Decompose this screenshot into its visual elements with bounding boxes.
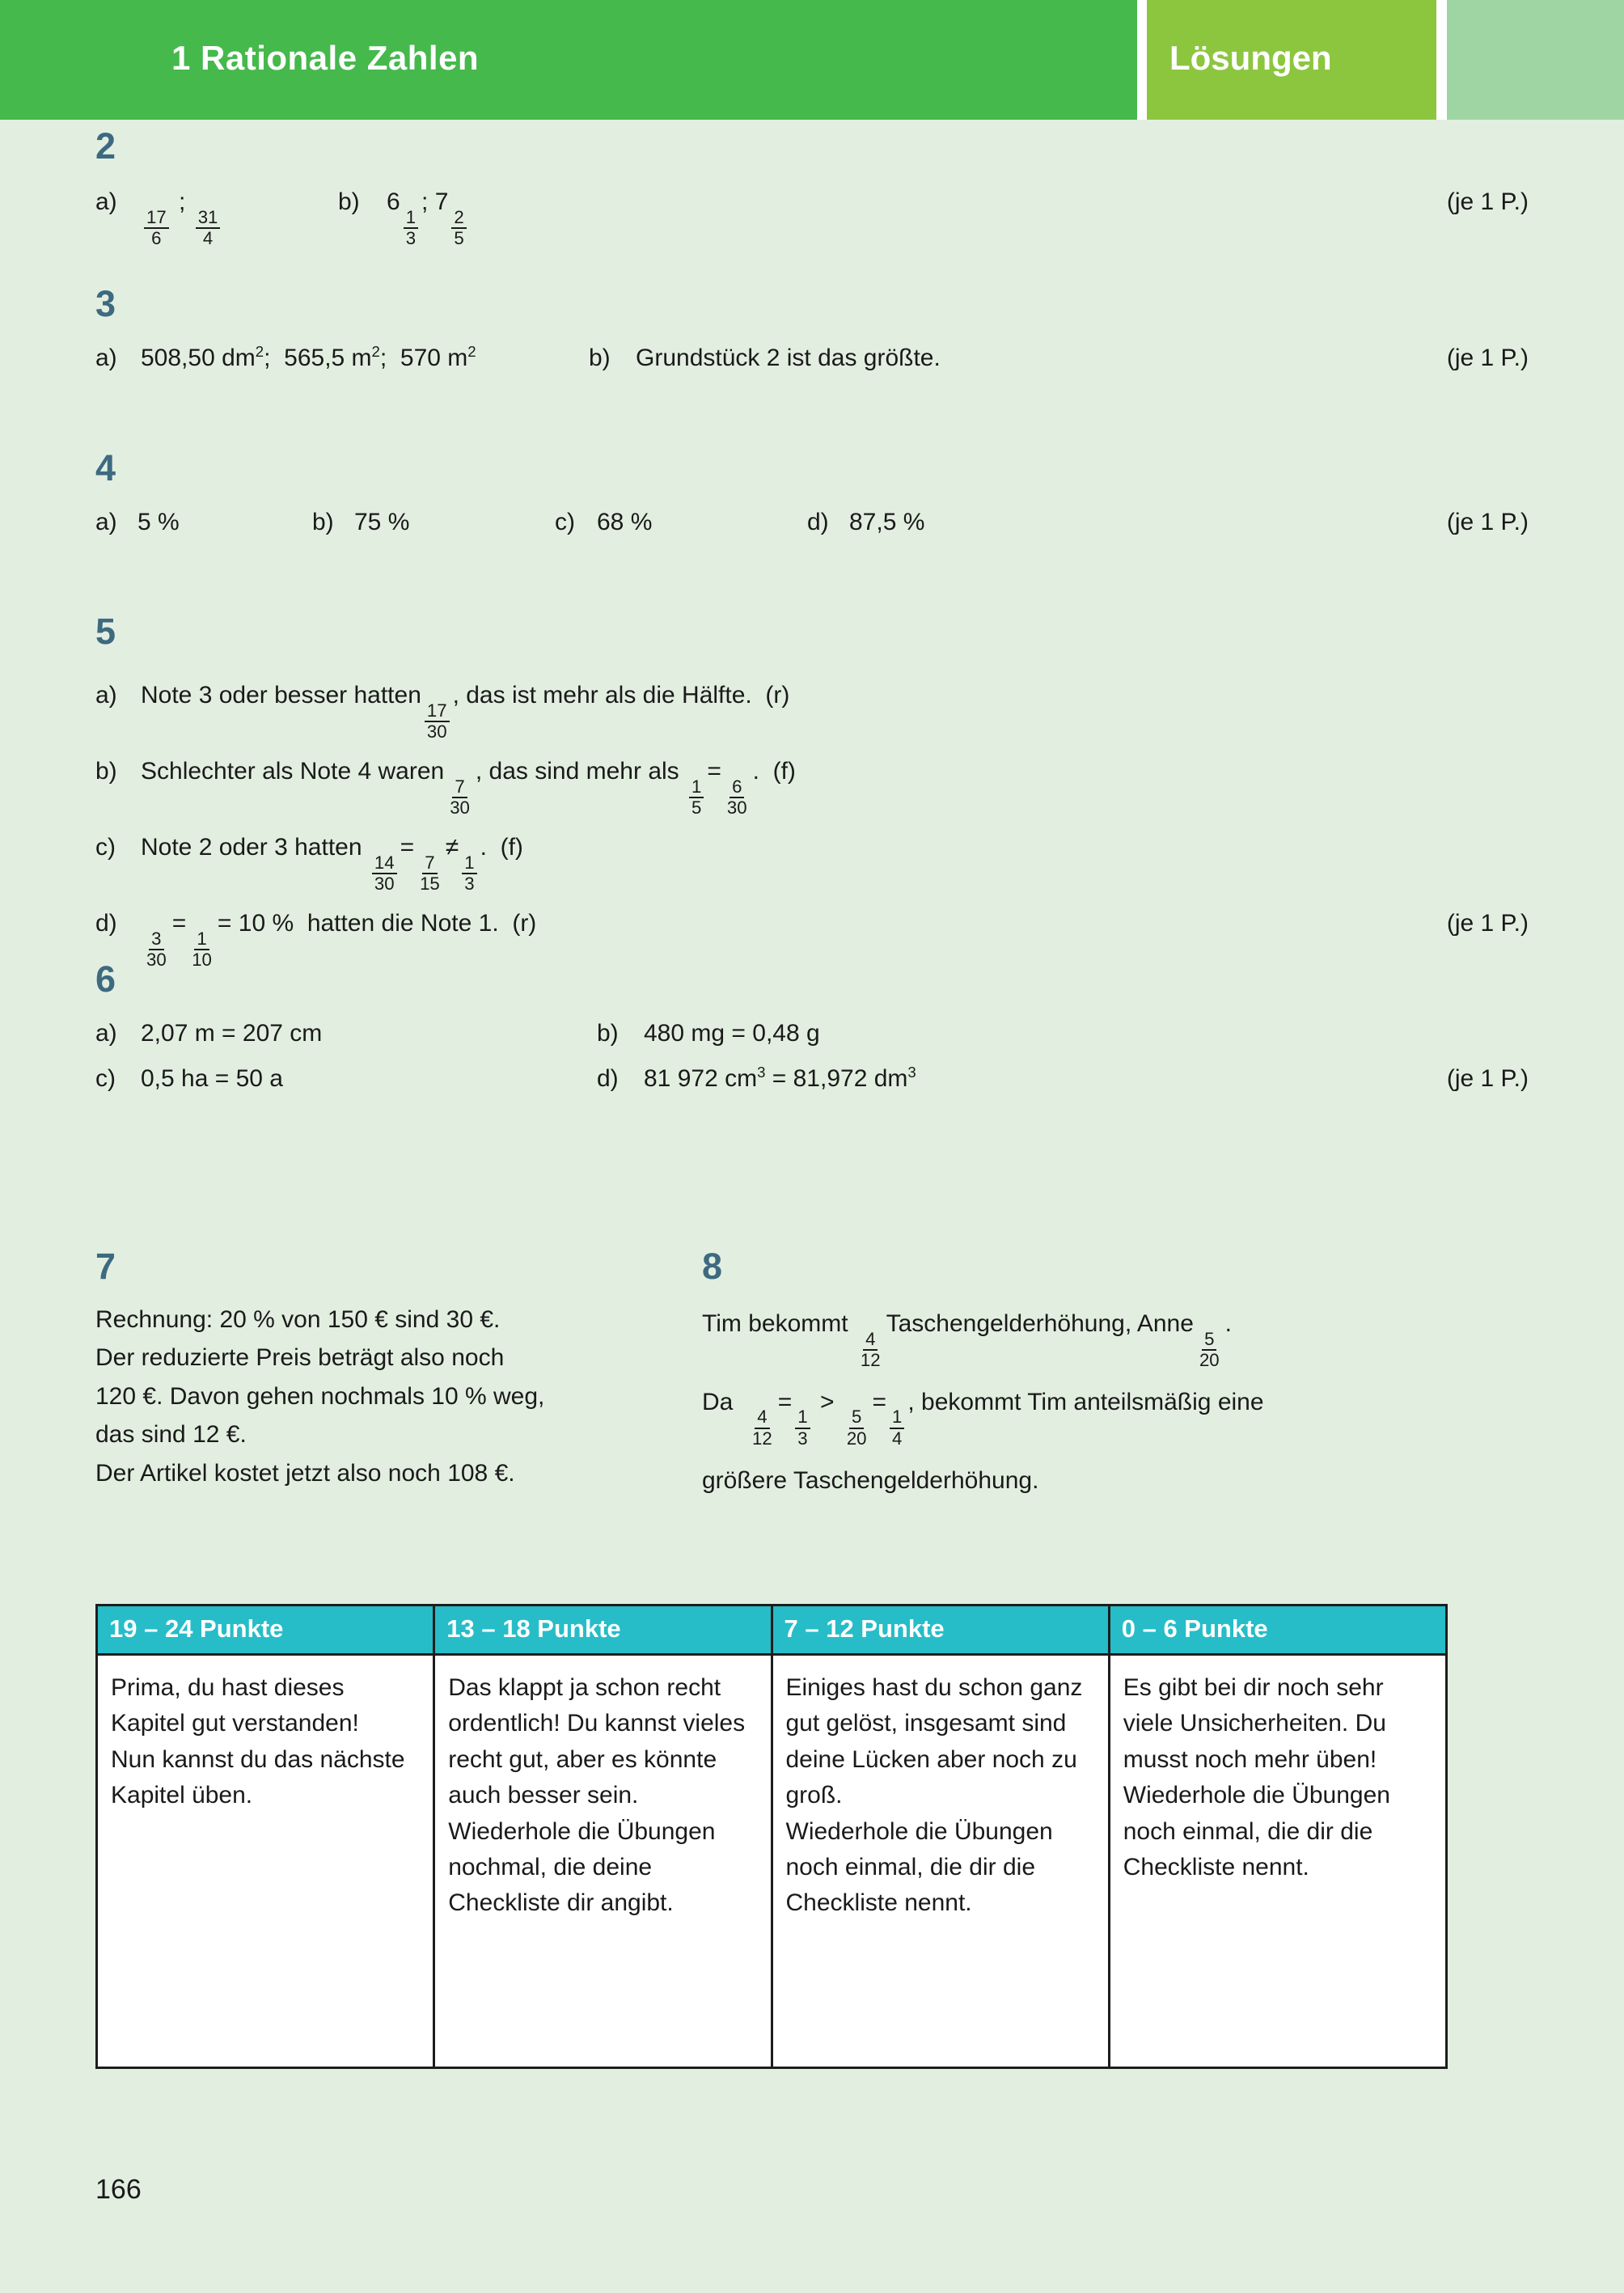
part-label-a: a) (95, 188, 117, 215)
ratings-cell-13-18: Das klappt ja schon recht ordentlich! Du kannst vieles recht gut, aber es könnte auch besser sein. Wiederhole die Übungen nochmal, die deine Checkliste dir angibt. (434, 1655, 772, 2068)
exercise-6-points: (je 1 P.) (1446, 1065, 1529, 1092)
ratings-cell-0-6: Es gibt bei dir noch sehr viele Unsicherheiten. Du musst noch mehr üben! Wiederhole die Übungen noch einmal, die dir die Checkliste nennt. (1109, 1655, 1446, 2068)
part-label-d: d) (807, 509, 829, 535)
exercise-5 (95, 611, 1529, 970)
exercise-3-points: (je 1 P.) (1446, 345, 1529, 371)
part-label-b: b) (95, 758, 117, 785)
equals-ten-percent: = 10 % (217, 910, 294, 937)
exercise-3-a-value (141, 340, 476, 376)
exercise-4-a-value: 5 % (137, 509, 180, 535)
exercise-6-d-value (644, 1060, 916, 1097)
text-bekommt-tim: , bekommt Tim anteilsmäßig eine (907, 1388, 1264, 1415)
separator-semicolon: ; (179, 188, 186, 215)
exercise-6 (95, 958, 1529, 1102)
exercise-4-b-value: 75 % (354, 509, 410, 535)
fraction-1-4: $\frac{1}{4}$ (890, 1408, 904, 1447)
exercise-8-line-2 (702, 1379, 1529, 1448)
exercise-8-line-1 (702, 1301, 1529, 1369)
period: . (752, 758, 759, 785)
ratings-header-13-18: 13 – 18 Punkte (434, 1606, 772, 1655)
value-565: 565,5 m (284, 345, 372, 371)
period: . (480, 834, 487, 861)
not-equals-sign: ≠ (445, 834, 459, 861)
part-label-d: d) (597, 1065, 619, 1092)
exercise-8-solution (702, 1301, 1529, 1504)
exercise-7-number: 7 (95, 1246, 116, 1287)
exercise-7 (95, 1248, 678, 1492)
ratings-body-row (97, 1655, 1447, 2068)
exercise-5-a-text (141, 677, 789, 741)
exercise-4-d-value: 87,5 % (849, 509, 925, 535)
exponent-2a: 2 (255, 343, 264, 360)
text-taschengeld: Taschengelderhöhung, Anne (886, 1310, 1194, 1337)
exponent-3b: 3 (907, 1064, 916, 1081)
ratings-cell-7-12: Einiges hast du schon ganz gut gelöst, insgesamt sind deine Lücken aber noch zu groß. Wiederhole die Übungen noch einmal, die dir die Checkliste nennt. (772, 1655, 1109, 2068)
text-before: Schlechter als Note 4 waren (141, 758, 445, 785)
exercise-6-a-value: 2,07 m = 207 cm (141, 1020, 323, 1047)
ratings-cell-19-24: Prima, du hast dieses Kapitel gut verstanden! Nun kannst du das nächste Kapitel üben. (97, 1655, 434, 2068)
fraction-5-20-b: $\frac{5}{20}$ (846, 1407, 867, 1449)
period: . (1224, 1310, 1232, 1337)
text-after: hatten die Note 1. (307, 910, 499, 937)
value-81972: 81 972 cm (644, 1065, 758, 1092)
exercise-8-number: 8 (702, 1246, 723, 1287)
exercise-4-points: (je 1 P.) (1446, 509, 1529, 535)
equals-sign: = (400, 834, 415, 861)
fraction-4-12: $\frac{4}{12}$ (860, 1328, 881, 1370)
fraction-1-10: $\frac{1}{10}$ (192, 928, 212, 970)
mixed-whole-7: 7 (434, 188, 449, 215)
exercise-8-line-3: größere Taschengelderhöhung. (702, 1466, 1039, 1494)
exercise-4-number: 4 (95, 447, 116, 489)
text-after: , das ist mehr als die Hälfte. (452, 682, 752, 709)
exercise-2-points: (je 1 P.) (1446, 188, 1529, 215)
exercise-7-line-3: 120 €. Davon gehen nochmals 10 % weg, (95, 1382, 545, 1410)
text-mid: , das sind mehr als (475, 758, 679, 785)
fraction-1-3: $\frac{1}{3}$ (404, 209, 418, 247)
exercise-3-b-value: Grundstück 2 ist das größte. (636, 345, 941, 371)
fraction-17-30: $\frac{17}{30}$ (425, 702, 450, 741)
ratings-header-7-12: 7 – 12 Punkte (772, 1606, 1109, 1655)
exercise-8 (702, 1248, 1529, 1504)
sep2: ; (379, 345, 387, 371)
part-label-b: b) (597, 1020, 619, 1047)
ratings-table (95, 1604, 1448, 2069)
exponent-2b: 2 (371, 343, 380, 360)
page-body (0, 120, 1624, 2293)
fraction-14-30: $\frac{14}{30}$ (372, 854, 397, 893)
exercise-4 (95, 447, 1529, 541)
exponent-3a: 3 (757, 1064, 766, 1081)
value-81972-dm: = 81,972 dm (765, 1065, 908, 1092)
fraction-5-20: $\frac{5}{20}$ (1199, 1328, 1220, 1370)
exercise-5-b (95, 747, 1529, 818)
exercise-6-c-value: 0,5 ha = 50 a (141, 1065, 283, 1092)
ratings-header-0-6: 0 – 6 Punkte (1109, 1606, 1446, 1655)
fraction-3-30: $\frac{3}{30}$ (146, 928, 167, 970)
part-label-b: b) (589, 345, 611, 371)
verdict-r: (r) (512, 910, 537, 937)
fraction-1-5: $\frac{1}{5}$ (689, 778, 704, 817)
part-label-a: a) (95, 509, 117, 535)
page-number: 166 (95, 2174, 142, 2205)
exercise-3-number: 3 (95, 283, 116, 324)
exercise-2-answers (95, 177, 1529, 248)
exponent-2c: 2 (467, 343, 476, 360)
exercise-5-a (95, 671, 1529, 742)
part-label-d: d) (95, 910, 117, 937)
page-header (0, 0, 1624, 120)
part-label-a: a) (95, 1020, 117, 1047)
exercise-2 (95, 125, 1529, 248)
text-before: Note 2 oder 3 hatten (141, 834, 362, 861)
value-508: 508,50 dm (141, 345, 256, 371)
exercise-2-number: 2 (95, 125, 116, 167)
header-accent-band (1447, 0, 1624, 120)
exercise-3-answers (95, 340, 1529, 377)
greater-than-sign: > (819, 1388, 835, 1415)
exercise-3 (95, 283, 1529, 377)
sep1: ; (264, 345, 271, 371)
fraction-6-30: $\frac{6}{30}$ (726, 776, 747, 818)
value-570: 570 m (400, 345, 468, 371)
exercise-5-d-text (141, 905, 536, 969)
part-label-a: a) (95, 682, 117, 709)
part-label-c: c) (555, 509, 575, 535)
part-label-c: c) (95, 1065, 116, 1092)
header-chapter-band (0, 0, 1137, 120)
exercise-7-line-1: Rechnung: 20 % von 150 € sind 30 €. (95, 1306, 501, 1333)
exercise-5-points: (je 1 P.) (1446, 910, 1529, 937)
exercise-4-c-value: 68 % (597, 509, 653, 535)
exercise-7-line-5: Der Artikel kostet jetzt also noch 108 €. (95, 1459, 515, 1487)
fraction-7-30: $\frac{7}{30}$ (450, 776, 470, 818)
ratings-header-row (97, 1606, 1447, 1655)
exercise-2-b-value (387, 184, 470, 247)
text-tim-bekommt: Tim bekommt (702, 1310, 848, 1337)
verdict-f: (f) (772, 758, 796, 785)
equals-sign: = (707, 758, 721, 785)
part-label-b: b) (312, 509, 334, 535)
fraction-4-12-b: $\frac{4}{12}$ (752, 1407, 772, 1449)
chapter-title: 1 Rationale Zahlen (171, 39, 480, 77)
exercise-5-c-text (141, 829, 523, 893)
fraction-1-3-b: $\frac{1}{3}$ (795, 1408, 810, 1447)
header-section-band (1147, 0, 1436, 120)
fraction-7-15: $\frac{7}{15}$ (420, 852, 440, 894)
text-da: Da (702, 1388, 734, 1415)
exercise-5-b-text (141, 753, 796, 817)
exercise-6-b-value: 480 mg = 0,48 g (644, 1020, 820, 1047)
exercise-6-row2 (95, 1060, 1529, 1102)
verdict-f: (f) (500, 834, 523, 861)
fraction-17-6: $\frac{17}{6}$ (144, 209, 169, 247)
part-label-a: a) (95, 345, 117, 371)
text-before: Note 3 oder besser hatten (141, 682, 421, 709)
exercise-7-line-4: das sind 12 €. (95, 1421, 247, 1449)
exercise-4-answers (95, 504, 1529, 541)
equals-sign-2: = (872, 1388, 887, 1415)
fraction-1-3: $\frac{1}{3}$ (462, 854, 476, 893)
part-label-b: b) (338, 188, 360, 215)
exercise-6-number: 6 (95, 958, 116, 1000)
exercise-6-row1 (95, 1015, 1529, 1057)
ratings-header-19-24: 19 – 24 Punkte (97, 1606, 434, 1655)
fraction-31-4: $\frac{31}{4}$ (196, 209, 221, 247)
section-label: Lösungen (1169, 39, 1332, 77)
equals-sign-1: = (777, 1388, 793, 1415)
exercise-7-solution (95, 1301, 678, 1492)
exercise-7-line-2: Der reduzierte Preis beträgt also noch (95, 1344, 505, 1372)
part-label-c: c) (95, 834, 116, 861)
fraction-2-5: $\frac{2}{5}$ (451, 209, 466, 247)
exercise-5-c (95, 823, 1529, 894)
exercise-5-number: 5 (95, 611, 116, 652)
verdict-r: (r) (765, 682, 790, 709)
exercise-5-d (95, 899, 1529, 970)
separator-semicolon-2: ; (421, 188, 429, 215)
equals-sign: = (171, 910, 187, 937)
exercise-2-a-value (141, 184, 223, 247)
mixed-whole-6: 6 (387, 188, 400, 215)
